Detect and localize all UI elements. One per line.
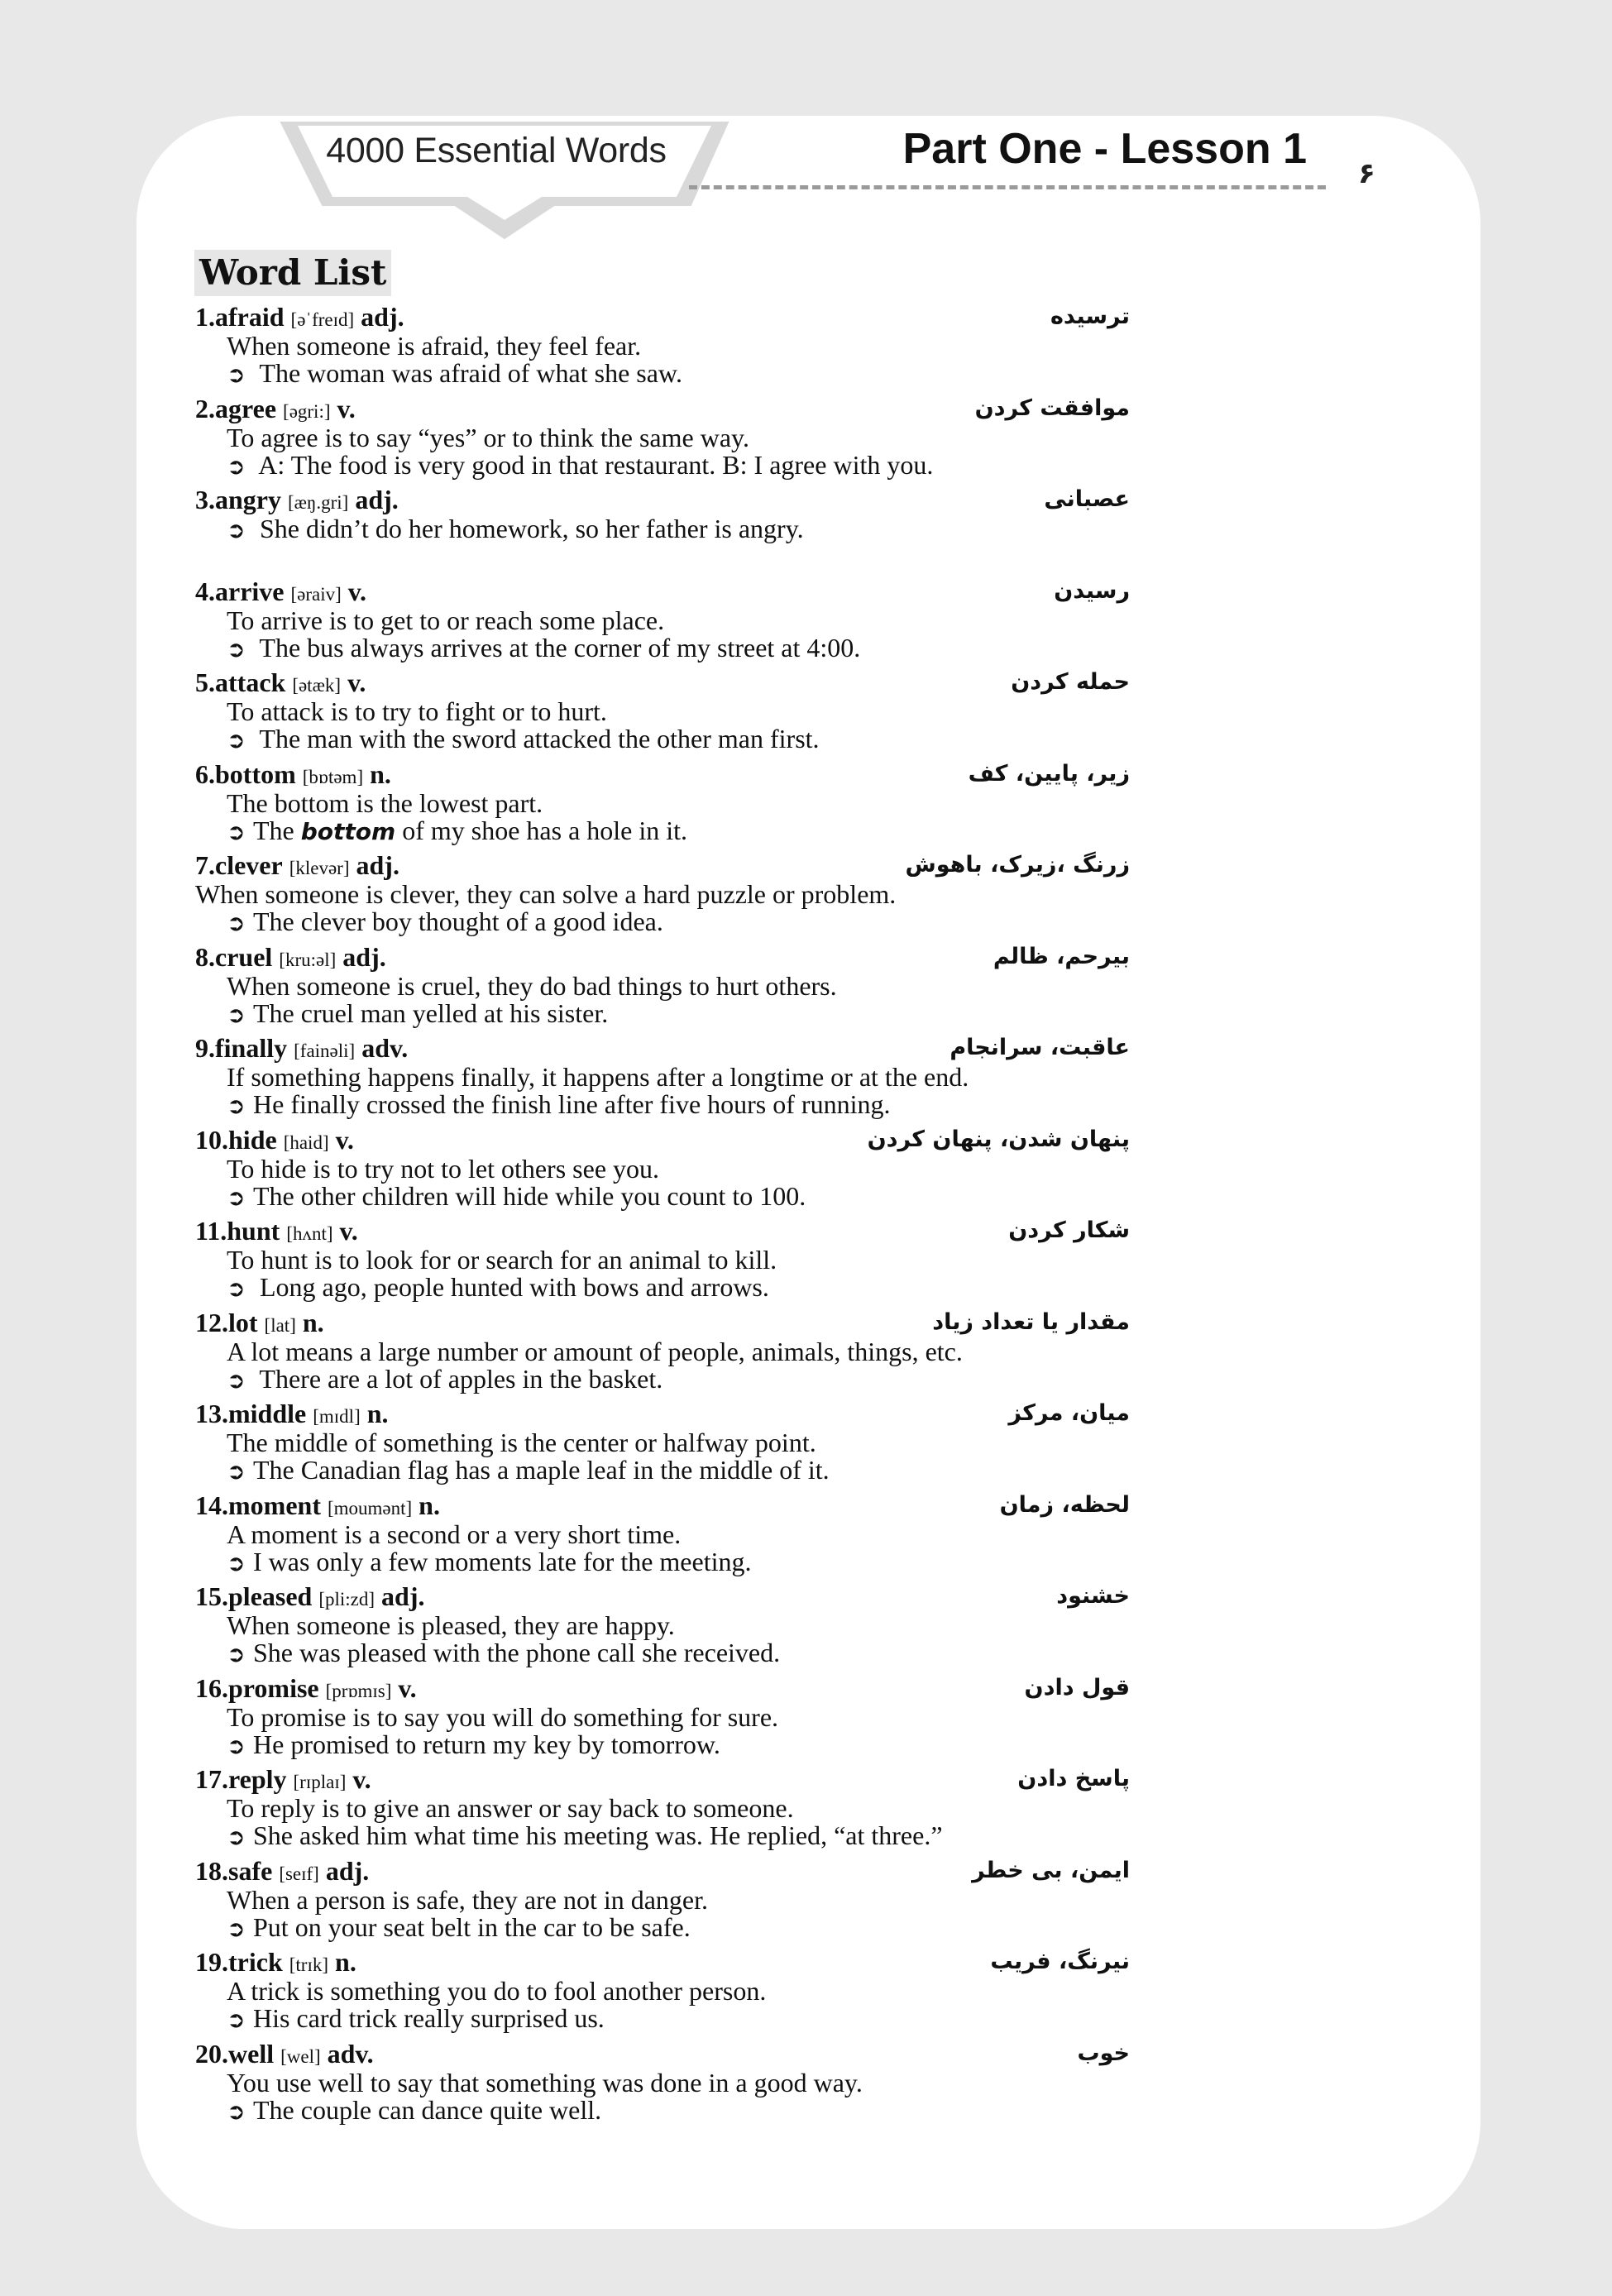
example-text: He promised to return my key by tomorrow. [253,1729,720,1759]
entry-example [195,449,1130,481]
entry-example [195,1548,1130,1577]
entry-example [195,515,1130,544]
example-arrow-icon: ➲ [227,1733,246,1759]
entry-word: hide [228,1124,277,1155]
entry-number: 20. [195,2038,228,2069]
example-text-before: The [253,815,301,845]
example-arrow-icon: ➲ [227,1184,246,1211]
entry-part-of-speech: v. [339,1216,358,1246]
entry-definition: The bottom is the lowest part. [227,787,543,818]
entry-persian-meaning: موافقت کردن [974,395,1130,421]
entry-pronunciation: [hʌnt] [286,1223,333,1244]
entry-example [195,908,1130,937]
entry-word: bottom [215,758,296,789]
entry-number: 8. [195,941,215,972]
entry-part-of-speech: adv. [361,1033,409,1063]
entry-part-of-speech: n. [366,1399,389,1428]
word-entry [195,1398,1130,1490]
entry-headline [195,941,1130,973]
entry-headline [195,758,1130,790]
example-text: The woman was afraid of what she saw. [253,358,682,388]
entry-example [195,817,1130,846]
entry-number: 19. [195,1947,228,1977]
entry-example [195,1091,1130,1120]
entry-headline [195,301,1130,332]
word-list [195,301,1130,2129]
entry-persian-meaning: شکار کردن [1008,1217,1130,1243]
entry-pronunciation: [trɪk] [289,1954,329,1975]
entry-persian-meaning: ترسیده [1050,304,1130,329]
entry-word: middle [228,1399,307,1428]
entry-pronunciation: [prɒmɪs] [325,1680,392,1701]
entry-definition: A lot means a large number or amount of people, animals, things, etc. [227,1336,963,1366]
word-entry [195,1124,1130,1216]
entry-part-of-speech: v. [337,393,356,423]
entry-pronunciation: [seɪf] [279,1863,319,1884]
example-arrow-icon: ➲ [227,1642,246,1667]
entry-word: arrive [215,576,285,606]
word-entry [195,484,1130,576]
entry-persian-meaning: قول دادن [1024,1674,1130,1700]
example-arrow-icon: ➲ [227,1093,246,1119]
example-arrow-icon: ➲ [227,1825,246,1850]
example-arrow-icon: ➲ [227,1276,246,1302]
entry-headline [195,1490,1130,1521]
entry-number: 7. [195,850,215,880]
entry-example [195,1822,1130,1851]
word-entry [195,1672,1130,1764]
entry-word: promise [228,1672,319,1703]
entry-example [195,360,1130,389]
entry-pronunciation: [haid] [283,1131,329,1153]
entry-example [195,2005,1130,2034]
example-arrow-icon: ➲ [227,362,246,388]
example-arrow-icon: ➲ [227,728,246,753]
entry-pronunciation: [pli:zd] [318,1589,375,1610]
entry-headline [195,1946,1130,1978]
entry-number: 5. [195,667,215,697]
entry-definition: To agree is to say “yes” or to think the same way. [227,422,749,452]
word-entry [195,1855,1130,1947]
example-text: He finally crossed the finish line after five hours of running. [253,1089,891,1119]
word-entry [195,301,1130,393]
example-text: The Canadian flag has a maple leaf in the middle of it. [253,1455,830,1485]
entry-definition: When someone is pleased, they are happy. [227,1610,675,1640]
entry-part-of-speech: adv. [327,2038,374,2069]
entry-persian-meaning: بیرحم، ظالم [993,943,1130,969]
entry-definition: To promise is to say you will do something for sure. [227,1701,779,1732]
example-text: Put on your seat belt in the car to be safe. [253,1911,691,1942]
entry-word: cruel [215,941,273,972]
entry-part-of-speech: v. [347,667,366,697]
entry-headline [195,1672,1130,1704]
entry-part-of-speech: n. [419,1490,440,1520]
example-text: She was pleased with the phone call she received. [253,1638,781,1667]
entry-part-of-speech: adj. [325,1855,370,1886]
entry-word: pleased [228,1581,313,1611]
example-text: The clever boy thought of a good idea. [253,906,663,936]
entry-headline [195,1307,1130,1338]
word-entry [195,758,1130,850]
entry-part-of-speech: v. [352,1764,371,1794]
entry-headline [195,484,1130,515]
entry-definition: To hide is to try not to let others see you. [227,1153,660,1184]
example-arrow-icon: ➲ [227,636,246,662]
entry-pronunciation: [əgri:] [283,400,331,422]
entry-pronunciation: [əraiv] [290,583,342,605]
book-title: 4000 Essential Words [326,131,667,170]
entry-definition: When someone is clever, they can solve a hard puzzle or problem. [195,879,897,909]
entry-definition: A moment is a second or a very short time. [227,1519,682,1549]
entry-headline [195,2038,1130,2069]
entry-example [195,725,1130,754]
example-arrow-icon: ➲ [227,1002,246,1028]
word-entry [195,941,1130,1033]
entry-headline [195,1855,1130,1887]
entry-number: 4. [195,576,215,606]
entry-definition: To attack is to try to fight or to hurt. [227,696,607,726]
word-entry [195,1490,1130,1581]
example-arrow-icon: ➲ [227,819,246,845]
entry-word: angry [215,485,281,514]
entry-part-of-speech: n. [335,1947,356,1977]
example-arrow-icon: ➲ [227,1459,246,1485]
example-text: A: The food is very good in that restaurant. B: I agree with you. [253,449,934,480]
entry-example [195,1639,1130,1668]
entry-word: finally [215,1033,288,1063]
entry-persian-meaning: ایمن، بی خطر [972,1857,1130,1883]
entry-number: 9. [195,1033,215,1063]
entry-definition: To reply is to give an answer or say back to someone. [227,1793,794,1823]
entry-part-of-speech: v. [347,576,367,606]
entry-persian-meaning: میان، مرکز [1008,1400,1130,1426]
entry-example [195,634,1130,663]
example-text: I was only a few moments late for the meeting. [253,1546,752,1576]
entry-pronunciation: [fainəli] [294,1040,356,1061]
header-divider [689,185,1326,189]
entry-word: clever [215,850,283,880]
entry-part-of-speech: v. [398,1672,417,1703]
entry-number: 11. [195,1216,227,1246]
entry-example [195,1457,1130,1485]
entry-definition: When someone is cruel, they do bad things to hurt others. [227,970,837,1001]
entry-pronunciation: [lat] [264,1314,296,1336]
entry-persian-meaning: عاقبت، سرانجام [950,1035,1130,1060]
entry-pronunciation: [æŋ.gri] [288,492,349,513]
word-entry [195,849,1130,941]
entry-pronunciation: [bɒtəm] [302,766,364,787]
entry-pronunciation: [klevər] [289,858,350,878]
entry-pronunciation: [ətæk] [292,675,342,696]
entry-persian-meaning: نیرنگ، فریب [990,1949,1130,1974]
entry-part-of-speech: adj. [342,941,386,972]
entry-word: agree [215,393,277,423]
entry-number: 18. [195,1855,228,1886]
entry-example [195,1731,1130,1760]
example-text: She didn’t do her homework, so her father is angry. [253,514,804,543]
example-text: The couple can dance quite well. [253,2094,602,2125]
example-text: The cruel man yelled at his sister. [253,997,609,1028]
entry-number: 12. [195,1307,228,1337]
entry-persian-meaning: زیر، پایین، کف [968,760,1130,787]
entry-number: 1. [195,302,215,332]
entry-persian-meaning: حمله کردن [1011,669,1130,695]
entry-part-of-speech: adj. [355,485,399,514]
entry-word: lot [228,1307,258,1337]
entry-number: 13. [195,1399,228,1428]
entry-example [195,1274,1130,1303]
lesson-title: Part One - Lesson 1 [902,125,1307,173]
entry-persian-meaning: پنهان شدن، پنهان کردن [867,1126,1130,1152]
word-entry [195,393,1130,485]
example-text-after: of my shoe has a hole in it. [395,815,688,845]
entry-persian-meaning: خشنود [1056,1583,1130,1609]
entry-word: safe [228,1855,273,1886]
example-text: There are a lot of apples in the basket. [253,1363,663,1394]
word-entry [195,1946,1130,2038]
example-text: She asked him what time his meeting was. He replied, “at three.” [253,1820,943,1850]
entry-number: 6. [195,758,215,789]
example-arrow-icon: ➲ [227,2007,246,2033]
entry-part-of-speech: n. [370,758,391,789]
section-heading: Word List [194,250,391,296]
entry-pronunciation: [əˈfreɪd] [290,309,355,330]
example-arrow-icon: ➲ [227,1550,246,1576]
entry-word: trick [228,1947,283,1977]
entry-headline [195,1215,1130,1246]
entry-persian-meaning: زرنگ ،زیرک، باهوش [905,852,1130,878]
entry-pronunciation: [moumənt] [327,1497,413,1519]
example-text: The other children will hide while you count to 100. [253,1180,806,1211]
entry-headline [195,1124,1130,1155]
entry-pronunciation: [wel] [280,2045,321,2067]
entry-headline [195,849,1130,881]
entry-headline [195,1763,1130,1795]
example-text: Long ago, people hunted with bows and arrows. [253,1272,769,1302]
example-text: The man with the sword attacked the other man first. [253,724,820,753]
word-entry [195,576,1130,667]
entry-pronunciation: [rɪplaɪ] [293,1772,347,1792]
entry-part-of-speech: v. [335,1124,354,1155]
entry-persian-meaning: رسیدن [1054,577,1130,604]
entry-headline [195,667,1130,698]
entry-number: 14. [195,1490,228,1520]
entry-definition: If something happens finally, it happens after a longtime or at the end. [227,1062,969,1092]
entry-headline [195,576,1130,607]
entry-persian-meaning: عصبانی [1044,486,1130,512]
entry-definition: To arrive is to get to or reach some place. [227,605,665,635]
entry-number: 3. [195,485,215,514]
example-text: The bus always arrives at the corner of my street at 4:00. [253,632,861,662]
word-entry [195,1581,1130,1672]
entry-part-of-speech: adj. [356,850,399,880]
entry-headline [195,1032,1130,1064]
word-entry [195,2038,1130,2130]
example-arrow-icon: ➲ [227,1367,246,1394]
entry-headline [195,393,1130,424]
entry-example [195,1180,1130,1212]
entry-persian-meaning: پاسخ دادن [1017,1766,1130,1791]
word-entry [195,667,1130,758]
entry-definition: The middle of something is the center or halfway point. [227,1428,816,1457]
entry-pronunciation: [mɪdl] [313,1406,361,1427]
entry-part-of-speech: n. [302,1307,324,1337]
entry-example [195,1911,1130,1943]
example-text: His card trick really surprised us. [253,2003,605,2033]
entry-definition: You use well to say that something was done in a good way. [227,2067,863,2097]
entry-definition: When a person is safe, they are not in danger. [227,1884,709,1915]
example-arrow-icon: ➲ [227,2098,246,2125]
entry-number: 16. [195,1672,228,1703]
entry-example [195,997,1130,1029]
entry-part-of-speech: adj. [381,1581,425,1611]
entry-headline [195,1581,1130,1612]
word-entry [195,1763,1130,1855]
page-number: ۶ [1358,157,1375,190]
example-arrow-icon: ➲ [227,911,246,936]
entry-persian-meaning: لحظه، زمان [999,1491,1130,1518]
entry-word: reply [228,1764,287,1794]
entry-number: 15. [195,1581,228,1611]
example-arrow-icon: ➲ [227,518,246,543]
entry-persian-meaning: مقدار یا تعداد زیاد [932,1308,1130,1335]
entry-number: 2. [195,393,215,423]
entry-definition: When someone is afraid, they feel fear. [227,331,642,361]
entry-example [195,1363,1130,1394]
entry-definition: To hunt is to look for or search for an animal to kill. [227,1245,777,1275]
entry-word: attack [215,667,286,697]
entry-example [195,2094,1130,2126]
word-entry [195,1032,1130,1124]
example-arrow-icon: ➲ [227,1916,246,1942]
entry-word: moment [228,1490,321,1520]
entry-headline [195,1398,1130,1429]
word-entry [195,1307,1130,1399]
entry-number: 17. [195,1764,228,1794]
entry-number: 10. [195,1124,228,1155]
entry-pronunciation: [kru:əl] [279,949,337,970]
entry-definition: A trick is something you do to fool another person. [227,1976,767,2006]
entry-persian-meaning: خوب [1077,2040,1130,2066]
entry-part-of-speech: adj. [361,302,404,332]
entry-word: well [228,2038,275,2069]
example-arrow-icon: ➲ [227,453,246,480]
entry-word: hunt [227,1216,280,1246]
entry-word: afraid [215,302,285,332]
example-emphasis: bottom [300,817,396,845]
word-entry [195,1215,1130,1307]
